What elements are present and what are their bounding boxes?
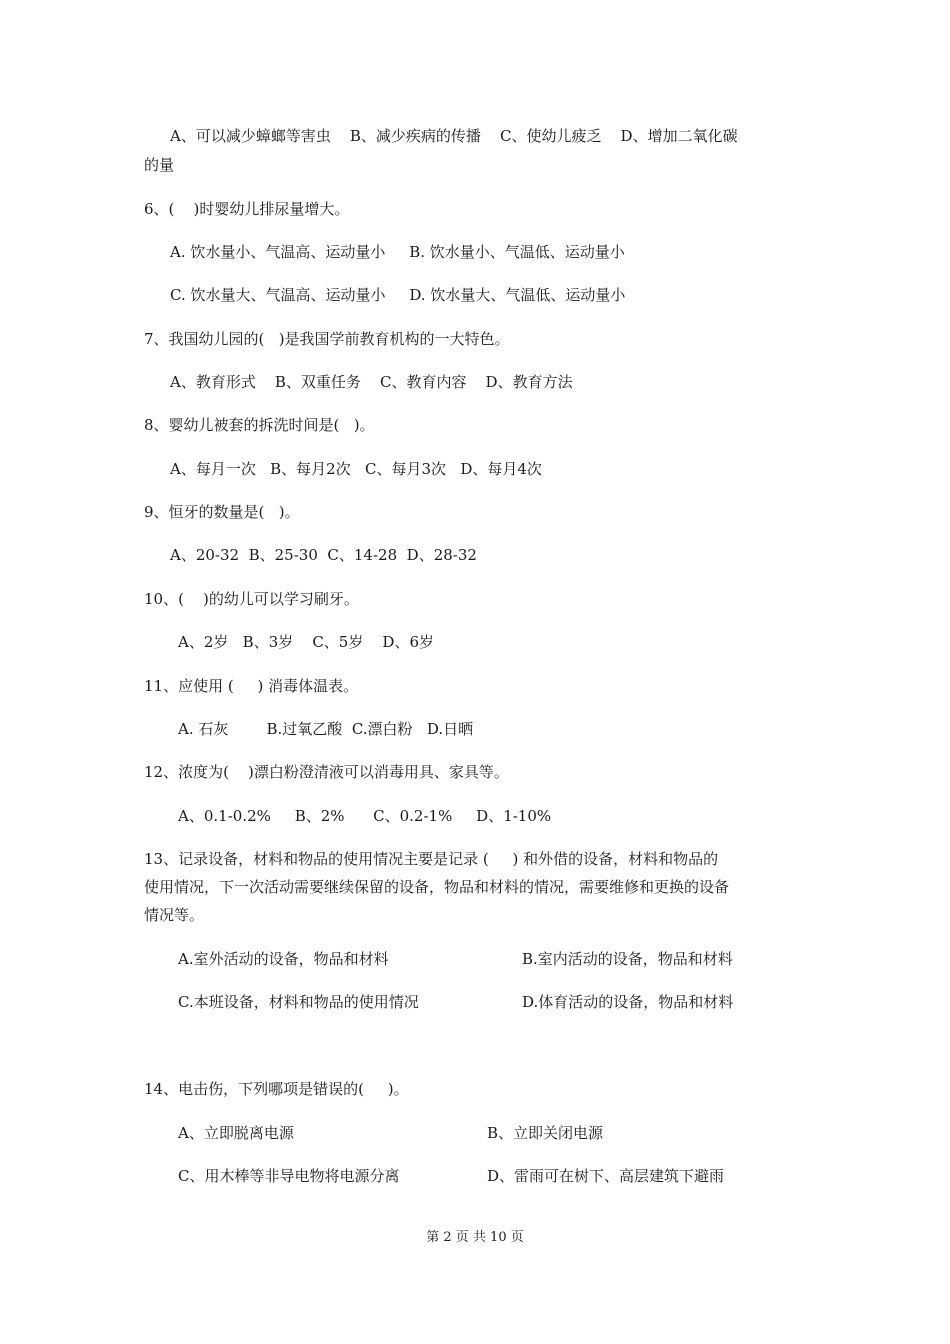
q8-question: 8、婴幼儿被套的拆洗时间是( )。 — [144, 416, 375, 434]
q14-option-c: C、用木棒等非导电物将电源分离 — [178, 1167, 400, 1185]
q11-options: A. 石灰 B.过氧乙酸 C.漂白粉 D.日晒 — [178, 720, 474, 738]
q6-options-2: C. 饮水量大、气温高、运动量小 D. 饮水量大、气温低、运动量小 — [170, 286, 626, 304]
q14-question: 14、电击伤，下列哪项是错误的( )。 — [144, 1080, 409, 1098]
q8-options: A、每月一次 B、每月2次 C、每月3次 D、每月4次 — [170, 460, 542, 478]
q7-options: A、教育形式 B、双重任务 C、教育内容 D、教育方法 — [170, 373, 573, 391]
q7-question: 7、我国幼儿园的( )是我国学前教育机构的一大特色。 — [144, 330, 510, 348]
q10-question: 10、( )的幼儿可以学习刷牙。 — [144, 590, 359, 608]
q14-option-d: D、雷雨可在树下、高层建筑下避雨 — [487, 1167, 725, 1185]
q13-option-a: A.室外活动的设备，物品和材料 — [178, 950, 389, 968]
q6-options-1: A. 饮水量小、气温高、运动量小 B. 饮水量小、气温低、运动量小 — [170, 243, 625, 261]
q9-question: 9、恒牙的数量是( )。 — [144, 503, 300, 521]
q13-option-d: D.体育活动的设备，物品和材料 — [522, 993, 734, 1011]
q13-option-c: C.本班设备，材料和物品的使用情况 — [178, 993, 419, 1011]
q13-question-line-2: 使用情况，下一次活动需要继续保留的设备，物品和材料的情况，需要维修和更换的设备 — [144, 878, 730, 896]
q13-option-b: B.室内活动的设备，物品和材料 — [522, 950, 733, 968]
page-footer: 第 2 页 共 10 页 — [426, 1230, 524, 1245]
q12-question: 12、浓度为( )漂白粉澄清液可以消毒用具、家具等。 — [144, 763, 509, 781]
q13-question-line-3: 情况等。 — [144, 906, 205, 924]
q11-question: 11、应使用 ( ) 消毒体温表。 — [144, 677, 359, 695]
q5-options: A、可以减少蟑螂等害虫 B、减少疾病的传播 C、使幼儿疲乏 D、增加二氧化碳 — [170, 127, 738, 145]
q12-options: A、0.1-0.2% B、2% C、0.2-1% D、1-10% — [178, 807, 552, 825]
q5-options-cont: 的量 — [144, 156, 175, 174]
q14-option-a: A、立即脱离电源 — [178, 1124, 294, 1142]
q10-options: A、2岁 B、3岁 C、5岁 D、6岁 — [178, 633, 434, 651]
q13-question-line-1: 13、记录设备，材料和物品的使用情况主要是记录 ( ) 和外借的设备，材料和物品的 — [144, 850, 719, 868]
q14-option-b: B、立即关闭电源 — [487, 1124, 604, 1142]
q6-question: 6、( )时婴幼儿排尿量增大。 — [144, 200, 350, 218]
q9-options: A、20-32 B、25-30 C、14-28 D、28-32 — [170, 546, 477, 564]
